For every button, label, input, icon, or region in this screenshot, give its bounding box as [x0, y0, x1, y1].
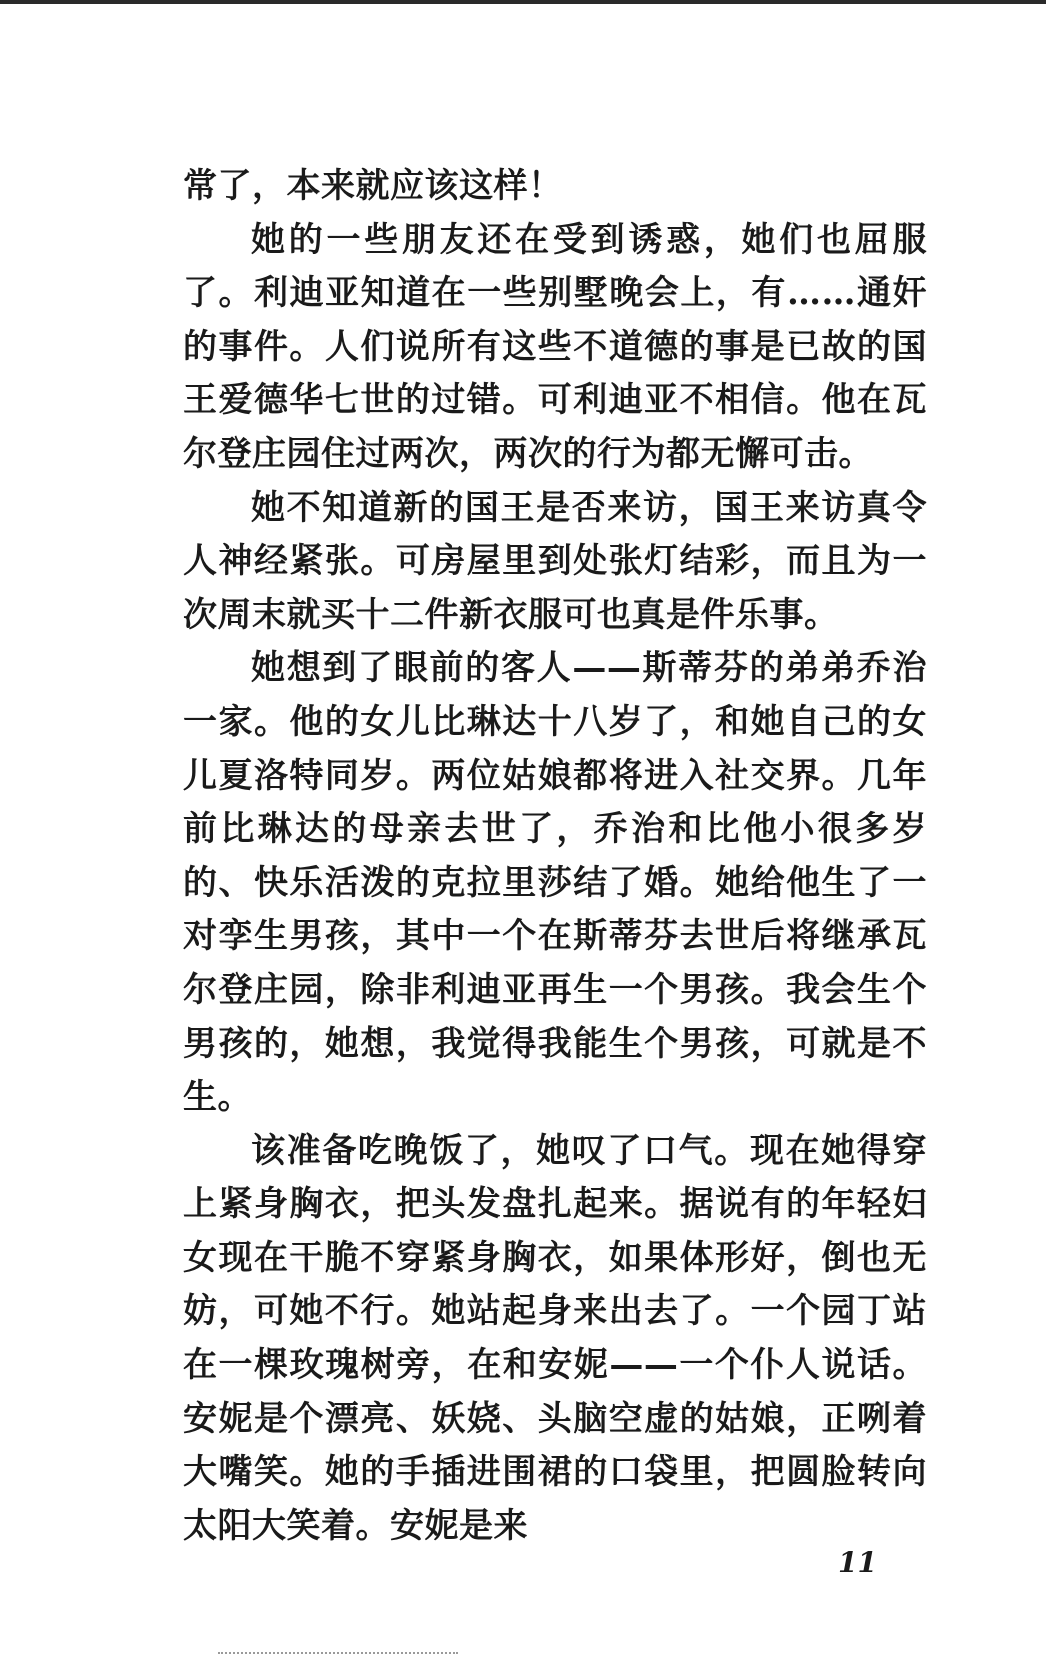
paragraph: 她想到了眼前的客人——斯蒂芬的弟弟乔治一家。他的女儿比琳达十八岁了，和她自己的女儿夏洛特同岁。两位姑娘都将进入社交界。几年前比琳达的母亲去世了，乔治和比他小很多岁的、快乐活泼的克拉里莎结了婚。她给他生了一对孪生男孩，其中一个在斯蒂芬去世后将继承瓦尔登庄园，除非利迪亚再生一个男孩。我会生个男孩的，她想，我觉得我能生个男孩，可就是不生。: [183, 648, 927, 1118]
scan-artifact: [218, 1652, 458, 1656]
paragraph: 常了，本来就应该这样！: [183, 166, 563, 206]
paragraph: 该准备吃晚饭了，她叹了口气。现在她得穿上紧身胸衣，把头发盘扎起来。据说有的年轻妇女现在干脆不穿紧身胸衣，如果体形好，倒也无妨，可她不行。她站起身来出去了。一个园丁站在一棵玫瑰树旁，在和安妮——一个仆人说话。安妮是个漂亮、妖娆、头脑空虚的姑娘，正咧着大嘴笑。她的手插进围裙的口袋里，把圆脸转向太阳大笑着。安妮是来: [183, 1130, 927, 1546]
page-top-edge: [0, 0, 1046, 4]
body-text: [183, 160, 927, 1553]
paragraph: 她的一些朋友还在受到诱惑，她们也屈服了。利迪亚知道在一些别墅晚会上，有……通奸的事件。人们说所有这些不道德的事是已故的国王爱德华七世的过错。可利迪亚不相信。他在瓦尔登庄园住过两次，两次的行为都无懈可击。: [183, 219, 927, 474]
page-number: 11: [838, 1546, 877, 1579]
paragraph: 她不知道新的国王是否来访，国王来访真令人神经紧张。可房屋里到处张灯结彩，而且为一次周末就买十二件新衣服可也真是件乐事。: [183, 487, 927, 635]
